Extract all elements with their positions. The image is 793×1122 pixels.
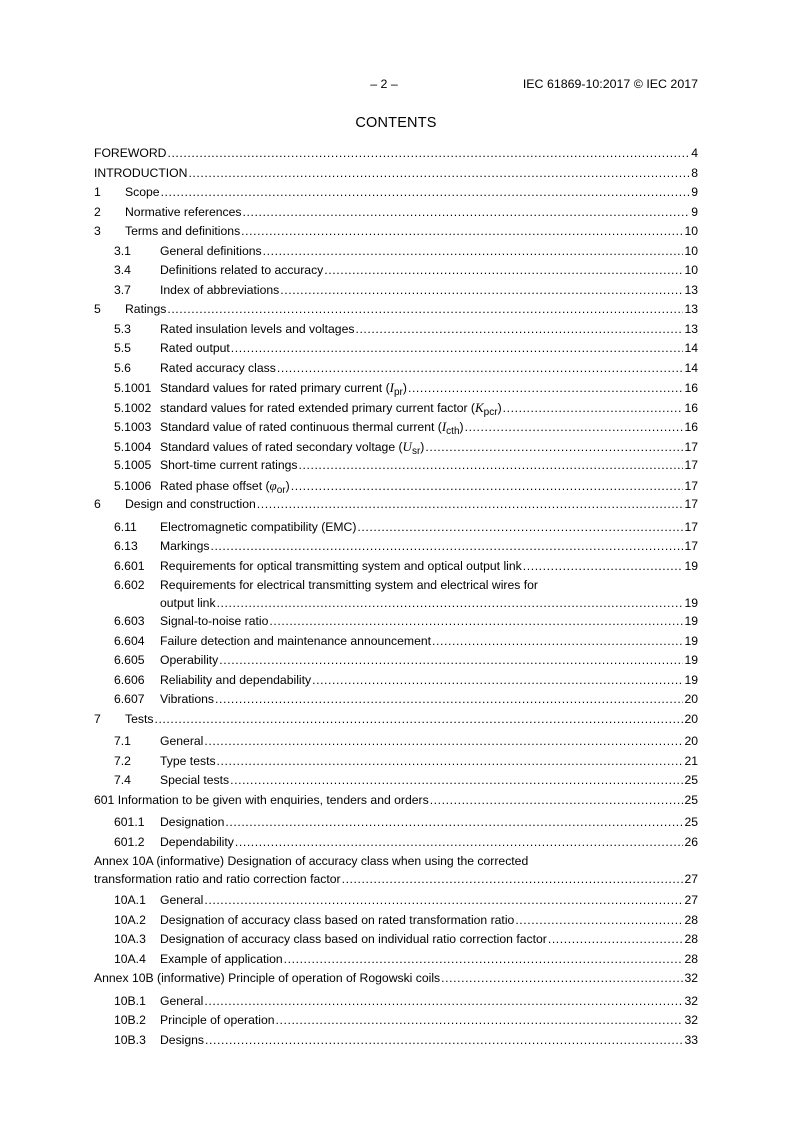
- toc-entry-601-2[interactable]: 601.2 Dependability ..... 26: [94, 833, 698, 853]
- toc-entry-7-4[interactable]: 7.4 Special tests ..... 25: [94, 771, 698, 791]
- toc-entry-3-1[interactable]: 3.1 General definitions ..... 10: [94, 242, 698, 262]
- toc-entry-7[interactable]: 7 Tests ..... 20: [94, 710, 698, 730]
- toc-entry-annex-10b[interactable]: Annex 10B (informative) Principle of operation of Rogowski coils ..... 32: [94, 969, 698, 989]
- toc-entry-601[interactable]: 601 Information to be given with enquiries, tenders and orders ..... 25: [94, 791, 698, 811]
- toc-entry-10a-3[interactable]: 10A.3 Designation of accuracy class based on individual ratio correction factor ..... 28: [94, 930, 698, 950]
- toc-entry-6-607[interactable]: 6.607 Vibrations ..... 20: [94, 690, 698, 710]
- toc-entry-1[interactable]: 1 Scope ..... 9: [94, 183, 698, 203]
- toc-entry-5-1001[interactable]: 5.1001 Standard values for rated primary current $(I_{pr})$ ..... 16: [94, 378, 698, 398]
- table-of-contents: [94, 144, 698, 1050]
- toc-entry-10b-2[interactable]: 10B.2 Principle of operation ..... 32: [94, 1011, 698, 1031]
- toc-entry-7-1[interactable]: 7.1 General ..... 20: [94, 732, 698, 752]
- toc-entry-3-4[interactable]: 3.4 Definitions related to accuracy ..... 10: [94, 261, 698, 281]
- toc-entry-10b-3[interactable]: 10B.3 Designs ..... 33: [94, 1031, 698, 1051]
- page-header: [94, 77, 698, 93]
- toc-entry-5-1002[interactable]: 5.1002 standard values for rated extended primary current factor $(K_{pcr})$ ..... 16: [94, 398, 698, 418]
- toc-entry-2[interactable]: 2 Normative references ..... 9: [94, 203, 698, 223]
- toc-entry-5-3[interactable]: 5.3 Rated insulation levels and voltages ..... 13: [94, 320, 698, 340]
- toc-entry-7-2[interactable]: 7.2 Type tests ..... 21: [94, 752, 698, 772]
- toc-entry-601-1[interactable]: 601.1 Designation ..... 25: [94, 813, 698, 833]
- toc-entry-5-6[interactable]: 5.6 Rated accuracy class ..... 14: [94, 359, 698, 379]
- toc-entry-6-604[interactable]: 6.604 Failure detection and maintenance announcement ..... 19: [94, 632, 698, 652]
- page-number: – 2 –: [370, 77, 398, 91]
- toc-entry-5-1003[interactable]: 5.1003 Standard value of rated continuous thermal current $(I_{cth})$ ..... 16: [94, 417, 698, 437]
- toc-entry-5[interactable]: 5 Ratings ..... 13: [94, 300, 698, 320]
- toc-entry-annex-10a[interactable]: Annex 10A (informative) Designation of accuracy class when using the corrected transformation ratio and ratio correction factor ..... 27: [94, 852, 698, 888]
- toc-entry-6-602[interactable]: 6.602 Requirements for electrical transmitting system and electrical wires for output link ..... 19: [94, 576, 698, 612]
- document-id: IEC 61869-10:2017 © IEC 2017: [522, 77, 698, 91]
- toc-entry-10a-1[interactable]: 10A.1 General ..... 27: [94, 891, 698, 911]
- toc-entry-foreword[interactable]: FOREWORD ..... 4: [94, 144, 698, 164]
- toc-entry-5-1006[interactable]: 5.1006 Rated phase offset $(\varphi_{or})$ ..... 17: [94, 476, 698, 496]
- toc-entry-10a-2[interactable]: 10A.2 Designation of accuracy class based on rated transformation ratio ..... 28: [94, 911, 698, 931]
- toc-entry-5-5[interactable]: 5.5 Rated output ..... 14: [94, 339, 698, 359]
- toc-entry-6-11[interactable]: 6.11 Electromagnetic compatibility (EMC) ..... 17: [94, 518, 698, 538]
- toc-entry-5-1004[interactable]: 5.1004 Standard values of rated secondary voltage $(U_{sr})$ ..... 17: [94, 437, 698, 457]
- toc-title: CONTENTS: [355, 115, 437, 131]
- toc-entry-6-605[interactable]: 6.605 Operability ..... 19: [94, 651, 698, 671]
- toc-entry-introduction[interactable]: INTRODUCTION ..... 8: [94, 164, 698, 184]
- toc-entry-6-13[interactable]: 6.13 Markings ..... 17: [94, 537, 698, 557]
- toc-entry-6[interactable]: 6 Design and construction ..... 17: [94, 495, 698, 515]
- toc-entry-5-1005[interactable]: 5.1005 Short-time current ratings ..... 17: [94, 456, 698, 476]
- toc-entry-3[interactable]: 3 Terms and definitions ..... 10: [94, 222, 698, 242]
- toc-entry-10b-1[interactable]: 10B.1 General ..... 32: [94, 992, 698, 1012]
- toc-entry-6-606[interactable]: 6.606 Reliability and dependability ..... 19: [94, 671, 698, 691]
- toc-entry-6-603[interactable]: 6.603 Signal-to-noise ratio ..... 19: [94, 612, 698, 632]
- toc-entry-3-7[interactable]: 3.7 Index of abbreviations ..... 13: [94, 281, 698, 301]
- toc-entry-6-601[interactable]: 6.601 Requirements for optical transmitting system and optical output link ..... 19: [94, 557, 698, 577]
- toc-entry-10a-4[interactable]: 10A.4 Example of application ..... 28: [94, 950, 698, 970]
